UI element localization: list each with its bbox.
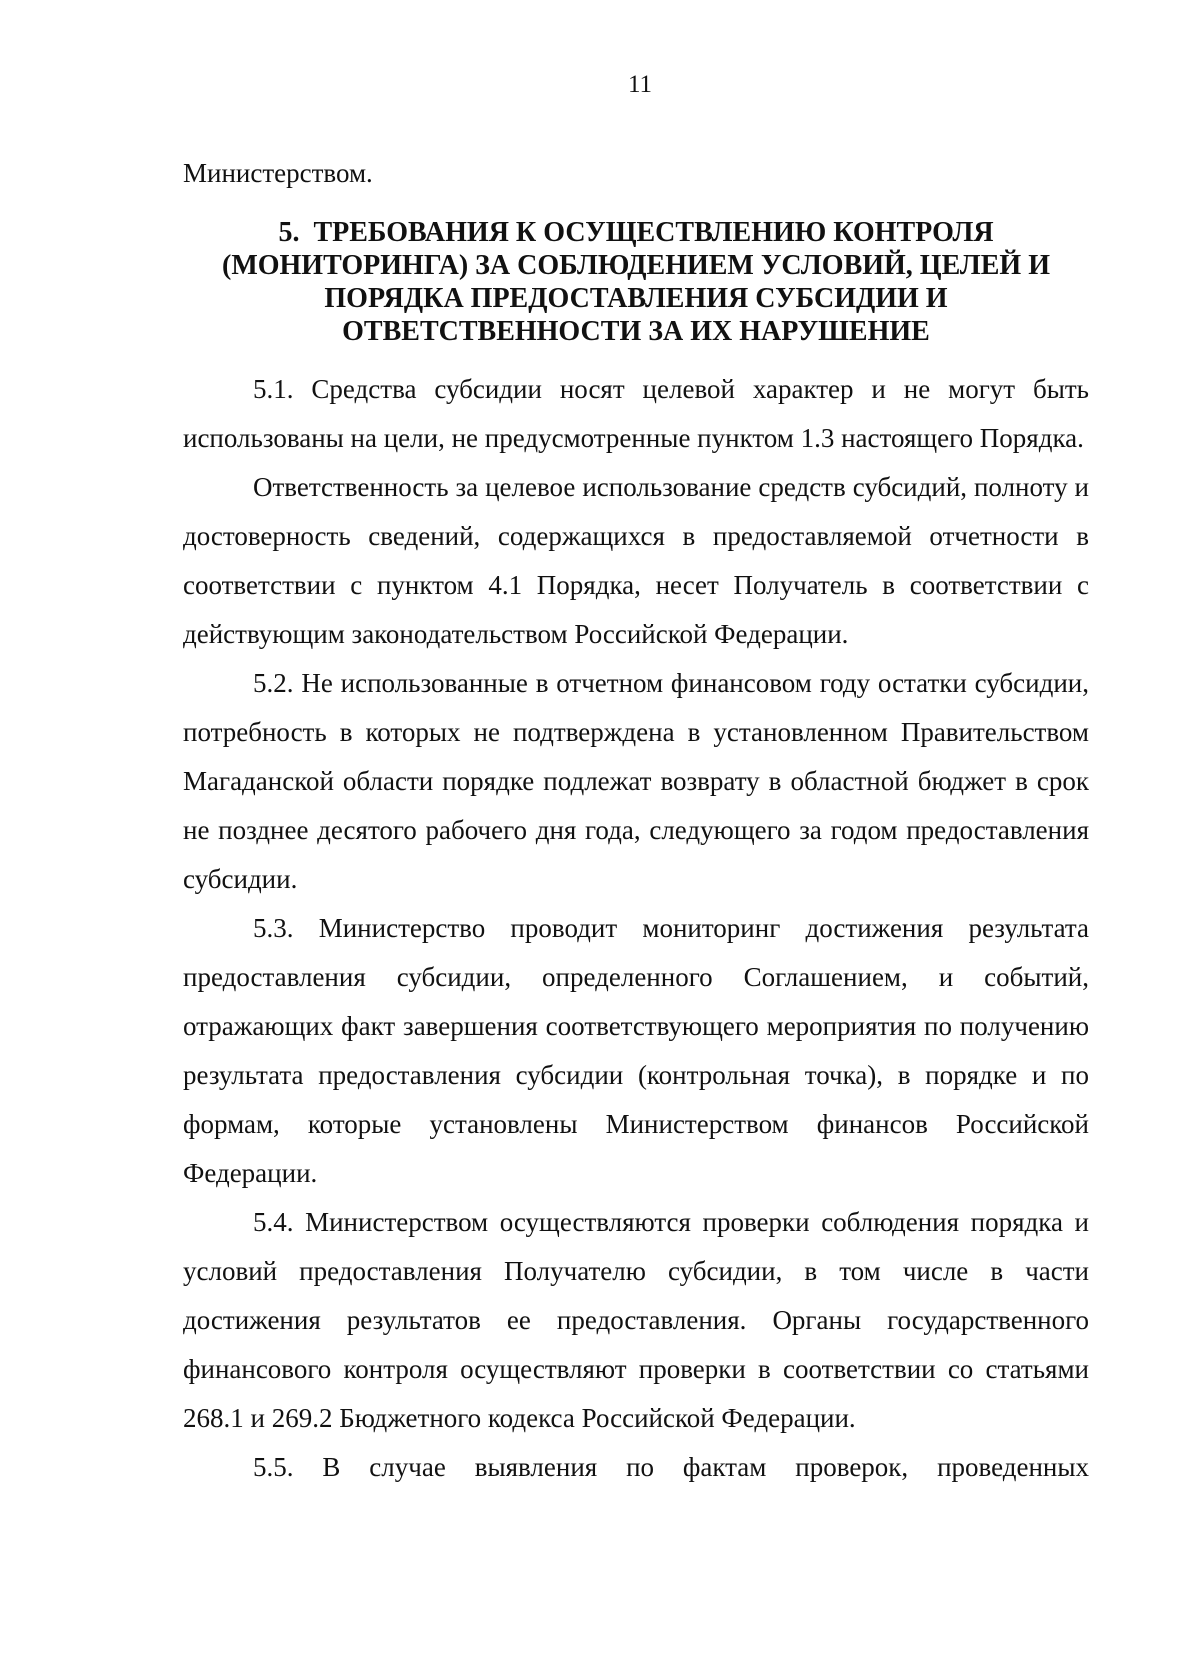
paragraph-5-5: 5.5. В случае выявления по фактам проверок, проведенных: [253, 1452, 1089, 1482]
paragraph-responsibility: Ответственность за целевое использование средств субсидий, полноту и достоверность сведений, содержащихся в предоставляемой отчетности в соответствии с пунктом 4.1 Порядка, несет Получатель в соответствии с действующим законодательством Российской Федерации.: [183, 472, 1089, 649]
page-number: 11: [627, 71, 653, 98]
section-title-line: (МОНИТОРИНГА) ЗА СОБЛЮДЕНИЕМ УСЛОВИЙ, ЦЕЛЕЙ И: [222, 250, 1050, 281]
document-body: [183, 149, 1089, 1492]
paragraph-5-3: 5.3. Министерство проводит мониторинг достижения результата предоставления субсидии, определенного Соглашением, и событий, отражающих факт завершения соответствующего мероприятия по получению результата предоставления субсидии (контрольная точка), в порядке и по формам, которые установлены Министерством финансов Российской Федерации.: [183, 913, 1089, 1188]
paragraph-5-1: 5.1. Средства субсидии носят целевой характер и не могут быть использованы на цели, не предусмотренные пунктом 1.3 настоящего Порядка.: [183, 374, 1089, 453]
section-title-line: ТРЕБОВАНИЯ К ОСУЩЕСТВЛЕНИЮ КОНТРОЛЯ: [313, 217, 994, 248]
paragraph-5-4: 5.4. Министерством осуществляются проверки соблюдения порядка и условий предоставления Получателю субсидии, в том числе в части достижения результатов ее предоставления. Органы государственного финансового контроля осуществляют проверки в соответствии со статьями 268.1 и 269.2 Бюджетного кодекса Российской Федерации.: [183, 1207, 1089, 1433]
section-heading-line-1: [183, 216, 1089, 249]
section-title-line: ОТВЕТСТВЕННОСТИ ЗА ИХ НАРУШЕНИЕ: [342, 316, 930, 347]
paragraph-5-2: 5.2. Не использованные в отчетном финансовом году остатки субсидии, потребность в которых не подтверждена в установленном Правительством Магаданской области порядке подлежат возврату в областной бюджет в срок не позднее десятого рабочего дня года, следующего за годом предоставления субсидии.: [183, 668, 1089, 894]
section-title-line: ПОРЯДКА ПРЕДОСТАВЛЕНИЯ СУБСИДИИ И: [324, 283, 948, 314]
section-number: 5.: [278, 217, 300, 248]
carryover-text: Министерством.: [183, 158, 373, 188]
section-heading: [183, 216, 1089, 348]
